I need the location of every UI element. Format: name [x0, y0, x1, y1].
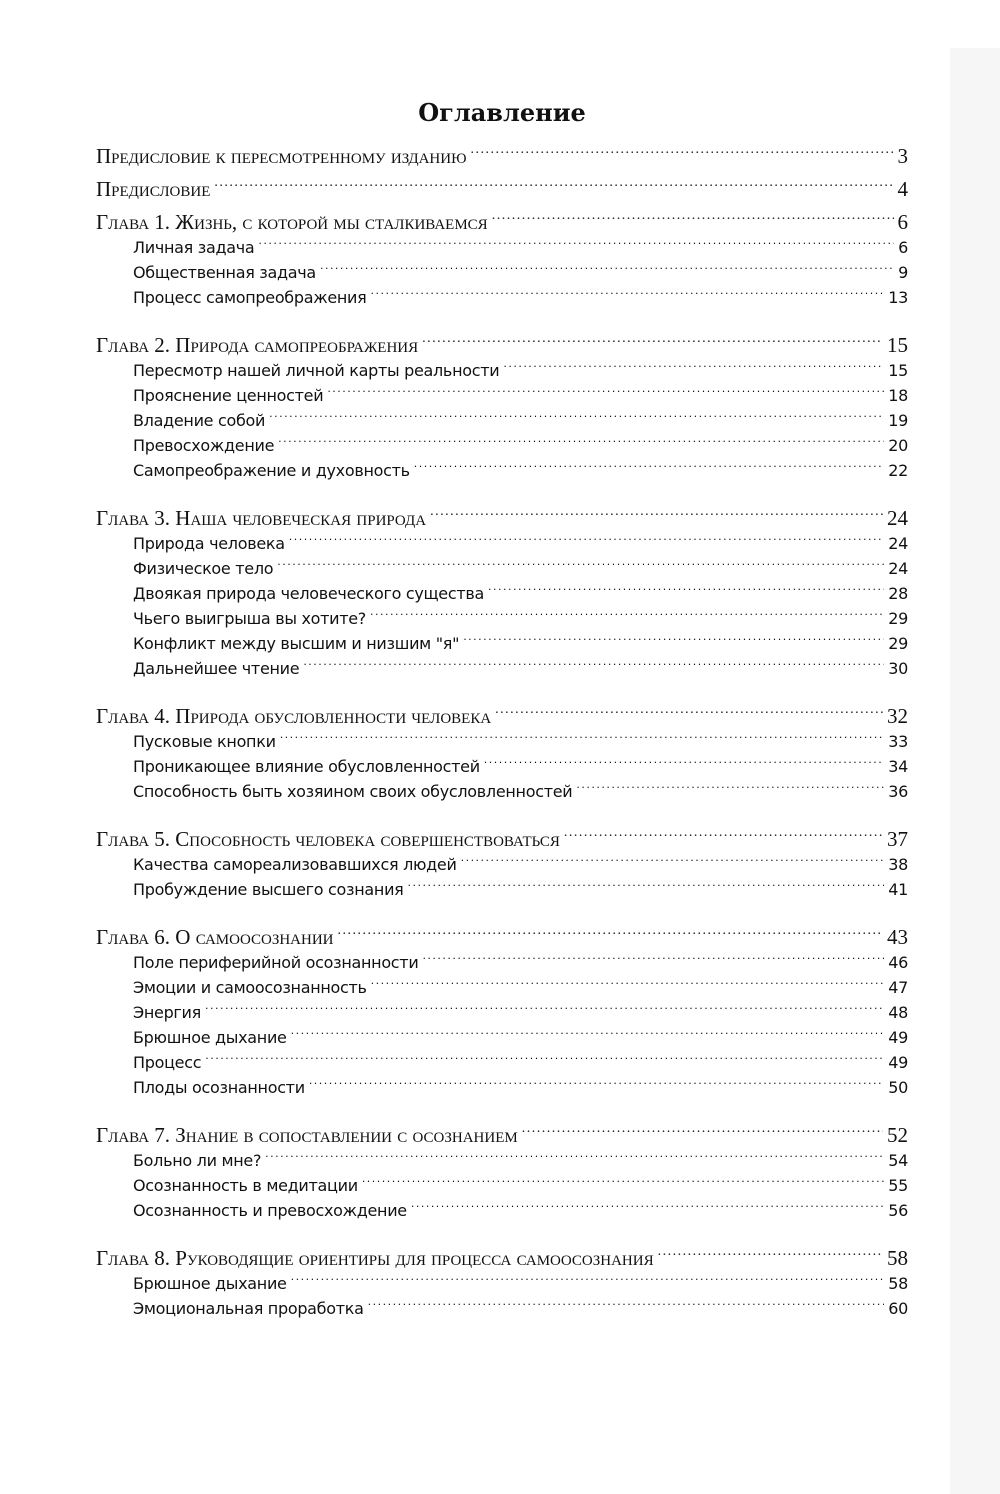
- dot-leader: [320, 262, 894, 278]
- dot-leader: [309, 1077, 884, 1093]
- entry-label: Проникающее влияние обусловленностей: [133, 757, 480, 776]
- entry-label: Прояснение ценностей: [133, 386, 324, 405]
- dot-leader: [258, 237, 894, 253]
- entry-page: 24: [888, 559, 908, 578]
- page-edge-shadow: [950, 48, 1000, 1494]
- entry-label: Глава 3. Наша человеческая природа: [96, 506, 427, 530]
- toc-title: Оглавление: [418, 98, 586, 127]
- toc-entry-chapter[interactable]: [96, 923, 908, 950]
- dot-leader: [303, 658, 884, 674]
- entry-label: Глава 5. Способность человека совершенствоваться: [96, 827, 560, 851]
- entry-page: 49: [888, 1053, 908, 1072]
- entry-label: Брюшное дыхание: [133, 1274, 287, 1293]
- dot-leader: [408, 879, 885, 895]
- toc-entry-section[interactable]: [96, 235, 908, 260]
- entry-label: Осознанность и превосхождение: [133, 1201, 407, 1220]
- toc-entry-chapter[interactable]: [96, 1244, 908, 1271]
- dot-leader: [463, 633, 884, 649]
- chapter-block: [96, 702, 908, 804]
- toc-entry-section[interactable]: [96, 1025, 908, 1050]
- entry-label: Эмоциональная проработка: [133, 1299, 364, 1318]
- dot-leader: [522, 1121, 883, 1142]
- entry-page: 20: [888, 436, 908, 455]
- toc-entry-section[interactable]: [96, 606, 908, 631]
- toc-entry-section[interactable]: [96, 1173, 908, 1198]
- entry-label: Пробуждение высшего сознания: [133, 880, 404, 899]
- toc-entry-section[interactable]: [96, 754, 908, 779]
- dot-leader: [327, 385, 884, 401]
- toc-entry-section[interactable]: [96, 631, 908, 656]
- entry-page: 46: [888, 953, 908, 972]
- entry-label: Осознанность в медитации: [133, 1176, 358, 1195]
- dot-leader: [411, 1200, 884, 1216]
- toc-entry-section[interactable]: [96, 408, 908, 433]
- entry-label: Плоды осознанности: [133, 1078, 305, 1097]
- entry-page: 19: [888, 411, 908, 430]
- entry-page: 6: [897, 210, 908, 234]
- entry-page: 38: [888, 855, 908, 874]
- dot-leader: [422, 952, 884, 968]
- toc-entry-chapter[interactable]: [96, 702, 908, 729]
- entry-label: Глава 8. Руководящие ориентиры для процесса самоосознания: [96, 1246, 654, 1270]
- chapter-block: [96, 504, 908, 681]
- entry-page: 29: [888, 609, 908, 628]
- dot-leader: [492, 208, 894, 229]
- toc-entry-chapter[interactable]: [96, 504, 908, 531]
- entry-label: Пересмотр нашей личной карты реальности: [133, 361, 500, 380]
- dot-leader: [269, 410, 884, 426]
- toc-entry-section[interactable]: [96, 1296, 908, 1321]
- entry-label: Физическое тело: [133, 559, 274, 578]
- dot-leader: [576, 781, 884, 797]
- entry-page: 15: [888, 361, 908, 380]
- entry-label: Процесс самопреображения: [133, 288, 367, 307]
- dot-leader: [205, 1002, 884, 1018]
- dot-leader: [371, 977, 885, 993]
- toc-entry-section[interactable]: [96, 975, 908, 1000]
- entry-label: Дальнейшее чтение: [133, 659, 300, 678]
- entry-page: 60: [888, 1299, 908, 1318]
- entry-page: 24: [888, 534, 908, 553]
- dot-leader: [488, 583, 884, 599]
- entry-page: 43: [887, 925, 908, 949]
- entry-page: 22: [888, 461, 908, 480]
- entry-page: 52: [887, 1123, 908, 1147]
- entry-page: 32: [887, 704, 908, 728]
- toc-entry-section[interactable]: [96, 1000, 908, 1025]
- entry-page: 4: [897, 177, 908, 201]
- entry-label: Превосхождение: [133, 436, 275, 455]
- toc-entry-section[interactable]: [96, 656, 908, 681]
- entry-label: Личная задача: [133, 238, 255, 257]
- entry-label: Владение собой: [133, 411, 266, 430]
- entry-label: Двоякая природа человеческого существа: [133, 584, 484, 603]
- entry-label: Самопреображение и духовность: [133, 461, 410, 480]
- dot-leader: [414, 460, 884, 476]
- entry-page: 34: [888, 757, 908, 776]
- toc-entry-section[interactable]: [96, 1148, 908, 1173]
- dot-leader: [278, 435, 884, 451]
- dot-leader: [495, 702, 883, 723]
- entry-label: Больно ли мне?: [133, 1151, 262, 1170]
- entry-label: Пусковые кнопки: [133, 732, 276, 751]
- toc-entry-chapter[interactable]: [96, 825, 908, 852]
- dot-leader: [370, 287, 884, 303]
- entry-page: 49: [888, 1028, 908, 1047]
- dot-leader: [214, 175, 893, 196]
- toc-entry-section[interactable]: [96, 433, 908, 458]
- entry-label: Глава 1. Жизнь, с которой мы сталкиваемся: [96, 210, 488, 234]
- entry-page: 29: [888, 634, 908, 653]
- entry-label: Процесс: [133, 1053, 202, 1072]
- entry-page: 18: [888, 386, 908, 405]
- entry-page: 13: [888, 288, 908, 307]
- chapter-block: [96, 1244, 908, 1321]
- entry-label: Способность быть хозяином своих обусловленностей: [133, 782, 573, 801]
- dot-leader: [484, 756, 884, 772]
- toc-entry-section[interactable]: [96, 950, 908, 975]
- dot-leader: [205, 1052, 884, 1068]
- entry-label: Брюшное дыхание: [133, 1028, 287, 1047]
- toc-entry-section[interactable]: [96, 358, 908, 383]
- entry-label: Глава 7. Знание в сопоставлении с осознанием: [96, 1123, 518, 1147]
- entry-page: 54: [888, 1151, 908, 1170]
- toc-entry-section[interactable]: [96, 383, 908, 408]
- toc-entry-chapter[interactable]: [96, 331, 908, 358]
- toc-entry-section[interactable]: [96, 556, 908, 581]
- entry-page: 55: [888, 1176, 908, 1195]
- dot-leader: [291, 1027, 885, 1043]
- entry-page: 50: [888, 1078, 908, 1097]
- chapter-block: [96, 208, 908, 310]
- toc-entry-section[interactable]: [96, 779, 908, 804]
- toc-entry-section[interactable]: [96, 852, 908, 877]
- entry-page: 33: [888, 732, 908, 751]
- entry-label: Глава 6. О самоосознании: [96, 925, 334, 949]
- toc-entry-section[interactable]: [96, 1050, 908, 1075]
- entry-page: 37: [887, 827, 908, 851]
- chapter-block: [96, 923, 908, 1100]
- dot-leader: [289, 533, 884, 549]
- dot-leader: [370, 608, 884, 624]
- entry-page: 3: [897, 144, 908, 168]
- entry-label: Предисловие: [96, 177, 211, 201]
- toc-entry-section[interactable]: [96, 1075, 908, 1100]
- entry-page: 6: [898, 238, 908, 257]
- dot-leader: [277, 558, 884, 574]
- toc-entry-section[interactable]: [96, 877, 908, 902]
- entry-label: Конфликт между высшим и низшим "я": [133, 634, 460, 653]
- entry-label: Эмоции и самоосознанность: [133, 978, 367, 997]
- entry-label: Поле периферийной осознанности: [133, 953, 419, 972]
- entry-page: 41: [888, 880, 908, 899]
- toc-entry-section[interactable]: [96, 729, 908, 754]
- dot-leader: [461, 854, 885, 870]
- dot-leader: [368, 1298, 885, 1314]
- dot-leader: [564, 825, 883, 846]
- chapter-block: [96, 1121, 908, 1223]
- dot-leader: [280, 731, 885, 747]
- entry-page: 9: [898, 263, 908, 282]
- entry-page: 36: [888, 782, 908, 801]
- entry-label: Природа человека: [133, 534, 285, 553]
- toc-entry-section[interactable]: [96, 531, 908, 556]
- entry-page: 28: [888, 584, 908, 603]
- entry-label: Чьего выигрыша вы хотите?: [133, 609, 366, 628]
- chapter-block: [96, 825, 908, 902]
- entry-label: Общественная задача: [133, 263, 316, 282]
- entry-label: Предисловие к пересмотренному изданию: [96, 144, 467, 168]
- chapter-block: [96, 331, 908, 483]
- dot-leader: [503, 360, 884, 376]
- dot-leader: [430, 504, 883, 525]
- entry-page: 58: [887, 1246, 908, 1270]
- toc-entry-chapter[interactable]: [96, 208, 908, 235]
- entry-label: Глава 2. Природа самопреображения: [96, 333, 419, 357]
- toc-entry-section[interactable]: [96, 260, 908, 285]
- entry-page: 47: [888, 978, 908, 997]
- toc-entry-chapter[interactable]: [96, 1121, 908, 1148]
- entry-page: 24: [887, 506, 908, 530]
- dot-leader: [362, 1175, 884, 1191]
- entry-page: 58: [888, 1274, 908, 1293]
- entry-label: Энергия: [133, 1003, 201, 1022]
- toc-entry-section[interactable]: [96, 581, 908, 606]
- entry-page: 15: [887, 333, 908, 357]
- dot-leader: [471, 142, 894, 163]
- dot-leader: [422, 331, 883, 352]
- entry-page: 30: [888, 659, 908, 678]
- toc-entry-section[interactable]: [96, 285, 908, 310]
- dot-leader: [338, 923, 884, 944]
- toc-entry-section[interactable]: [96, 1198, 908, 1223]
- toc-entry-section[interactable]: [96, 1271, 908, 1296]
- toc-entry-section[interactable]: [96, 458, 908, 483]
- entry-page: 56: [888, 1201, 908, 1220]
- entry-label: Глава 4. Природа обусловленности человека: [96, 704, 492, 728]
- dot-leader: [265, 1150, 884, 1166]
- entry-label: Качества самореализовавшихся людей: [133, 855, 457, 874]
- table-of-contents: [96, 96, 908, 1342]
- dot-leader: [291, 1273, 885, 1289]
- toc-entry-front[interactable]: [96, 175, 908, 202]
- entry-page: 48: [888, 1003, 908, 1022]
- toc-entry-front[interactable]: [96, 142, 908, 169]
- dot-leader: [658, 1244, 883, 1265]
